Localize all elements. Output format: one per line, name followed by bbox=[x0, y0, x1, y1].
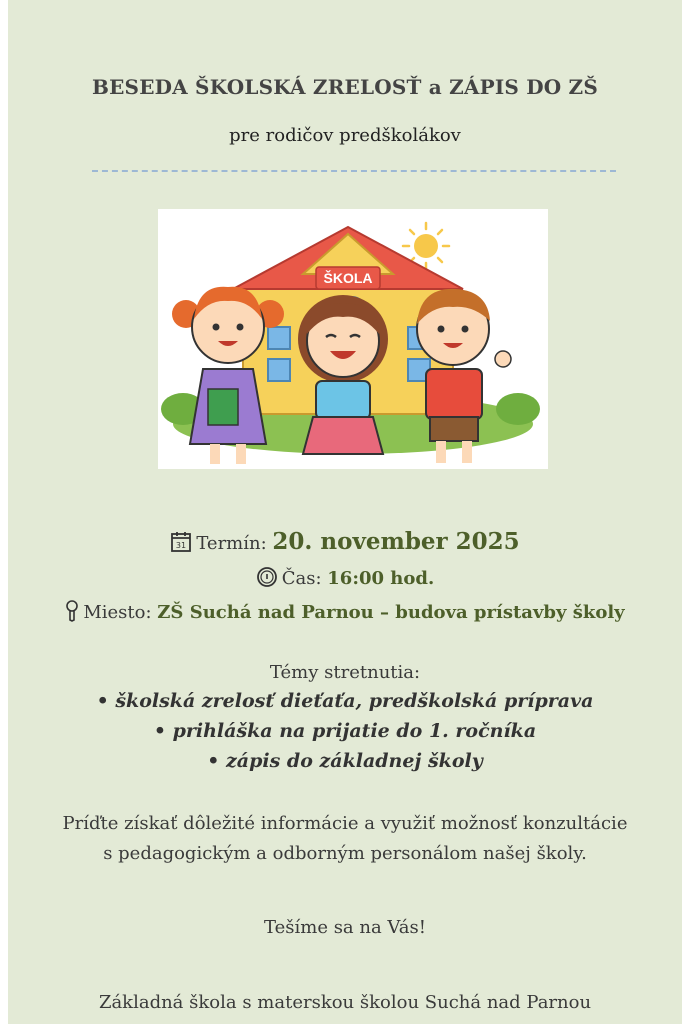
time-value: 16:00 hod. bbox=[327, 568, 435, 589]
place-value: ZŠ Suchá nad Parnou – budova prístavby školy bbox=[157, 602, 625, 623]
location-pin-icon bbox=[65, 600, 79, 622]
topic-item: • školská zrelosť dieťaťa, predškolská príprava bbox=[96, 690, 594, 712]
page-title: BESEDA ŠKOLSKÁ ZRELOSŤ a ZÁPIS DO ZŠ bbox=[92, 75, 598, 99]
invitation-line-1: Príďte získať dôležité informácie a využiť možnosť konzultácie bbox=[62, 813, 628, 834]
school-children-illustration bbox=[158, 209, 548, 469]
date-value: 20. november 2025 bbox=[272, 528, 520, 555]
place-label: Miesto: bbox=[83, 602, 152, 623]
school-sign: ŠKOLA bbox=[323, 270, 373, 286]
page-subtitle: pre rodičov predškolákov bbox=[229, 125, 461, 146]
dashed-divider bbox=[92, 170, 616, 172]
topic-item: • zápis do základnej školy bbox=[207, 750, 483, 772]
topic-item: • prihláška na prijatie do 1. ročníka bbox=[153, 720, 537, 742]
svg-text:31: 31 bbox=[176, 541, 187, 550]
greeting: Tešíme sa na Vás! bbox=[264, 917, 426, 938]
invitation-line-2: s pedagogickým a odborným personálom našej školy. bbox=[103, 843, 587, 864]
time-line bbox=[8, 566, 682, 589]
topics-heading: Témy stretnutia: bbox=[269, 662, 421, 683]
footer-school-name: Základná škola s materskou školou Suchá nad Parnou bbox=[98, 992, 592, 1013]
time-label: Čas: bbox=[281, 568, 322, 589]
date-line bbox=[8, 528, 682, 555]
date-label: Termín: bbox=[196, 533, 267, 554]
calendar-icon bbox=[170, 531, 192, 553]
flyer-page bbox=[8, 0, 682, 1024]
clock-icon bbox=[256, 566, 278, 588]
place-line bbox=[8, 600, 682, 623]
